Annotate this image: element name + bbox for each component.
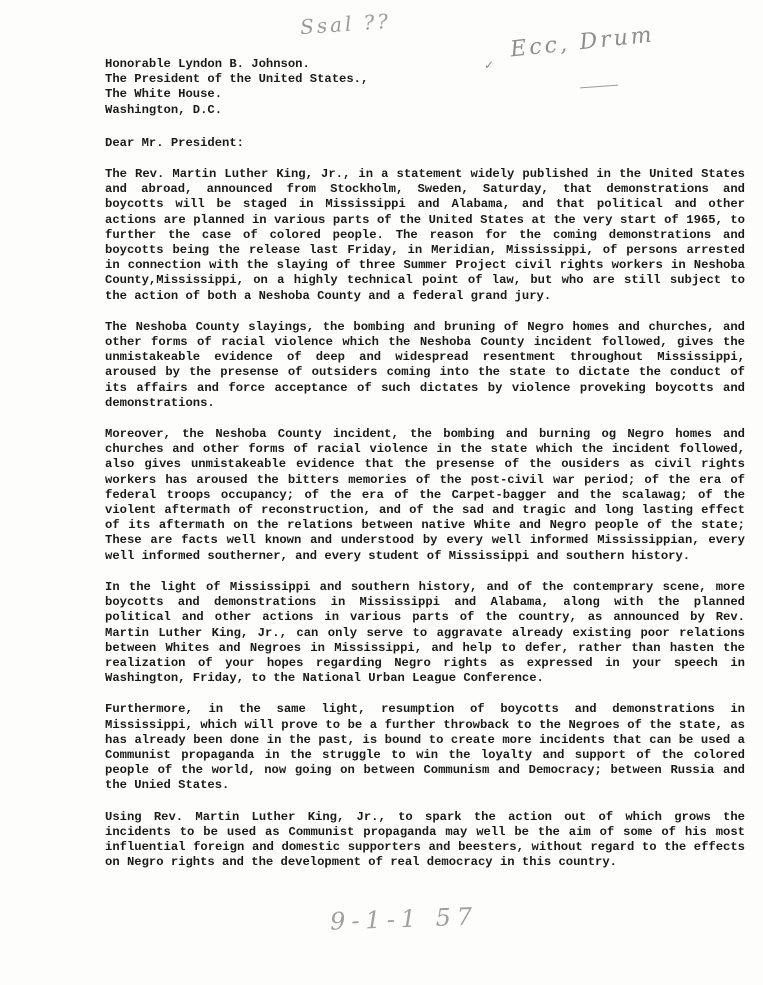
paragraph-neshoba-slayings: The Neshoba County slayings, the bombing and bruning of Negro homes and churches, and other forms of racial violence which the Neshoba County incident followed, gives the unmistakeable evidence of deep and widespread resentment throughout Mississippi, aroused by the presense of outsiders coming into the state to dictate the conduct of its affairs and force acceptance of such dictates by violence proveking boycotts and demonstrations. [105, 319, 745, 410]
check-mark-icon: ✓ [484, 58, 495, 72]
handwritten-note-bottom: 9-1-1 57 [329, 902, 479, 936]
paragraph-communist-propaganda: Using Rev. Martin Luther King, Jr., to spark the action out of which grows the incidents to be used as Communist propaganda may well be the aim of some of his most influential foreign and domestic supporters and beesters, without regard to the effects on Negro rights and the development of real democracy in this country. [105, 809, 745, 870]
address-line: The President of the United States., [105, 72, 369, 87]
salutation: Dear Mr. President: [105, 135, 244, 150]
recipient-address [105, 57, 745, 118]
letter-body [105, 57, 745, 870]
paragraph-furthermore: Furthermore, in the same light, resumption of boycotts and demonstrations in Mississippi, which will prove to be a further throwback to the Negroes of the state, as has already been done in the past, is bound to create more incidents that can be used a Communist propaganda in the struggle to win the loyalty and support of the colored people of the world, now going on between Communism and Democracy; between Russia and the Unied States. [105, 702, 745, 793]
paragraph-light-of-history: In the light of Mississippi and southern history, and of the contemprary scene, more boycotts and demonstrations in Mississippi and Alabama, along with the planned political and other actions in various parts of the country, as announced by Rev. Martin Luther King, Jr., can only serve to aggravate already existing poor relations between Whites and Negroes in Mississippi, and help to defer, rather than hasten the realization of your hopes regarding Negro rights as expressed in your speech in Washington, Friday, to the National Urban League Conference. [105, 579, 745, 686]
paragraph-moreover: Moreover, the Neshoba County incident, the bombing and burning og Negro homes and churches and other forms of racial violence in the state which the incident followed, also gives unmistakeable evidence that the presense of the ousiders as civil rights workers has aroused the bitters memories of the post-civil war period; of the era of federal troops occupancy; of the era of the Carpet-bagger and the scalawag; of the violent aftermath of reconstruction, and of the sad and tragic and long lasting effect of its aftermath on the relations between native White and Negro people of the state; These are facts well known and understood by every well informed Mississippian, every well informed southerner, and every student of Mississippi and southern history. [105, 427, 745, 563]
paragraph-king-announcement: The Rev. Martin Luther King, Jr., in a statement widely published in the United States and abroad, announced from Stockholm, Sweden, Saturday, that demonstrations and boycotts will be staged in Mississippi and Alabama, and that political and other actions are planned in various parts of the United States at the very start of 1965, to further the case of colored people. The reason for the coming demonstrations and boycotts being the release last Friday, in Meridian, Mississippi, of persons arrested in connection with the slaying of three Summer Project civil rights workers in Neshoba County,Mississippi, on a highly technical point of law, but who are still subject to the action of both a Neshoba County and a federal grand jury. [105, 167, 745, 303]
address-line: Washington, D.C. [105, 102, 223, 117]
address-line: The White House. [105, 87, 223, 102]
handwritten-note-top-left: Ssal ?? [299, 8, 392, 40]
address-line: Honorable Lyndon B. Johnson. [105, 57, 310, 71]
handwritten-note-top-right: Ecc, Drum [509, 22, 656, 63]
